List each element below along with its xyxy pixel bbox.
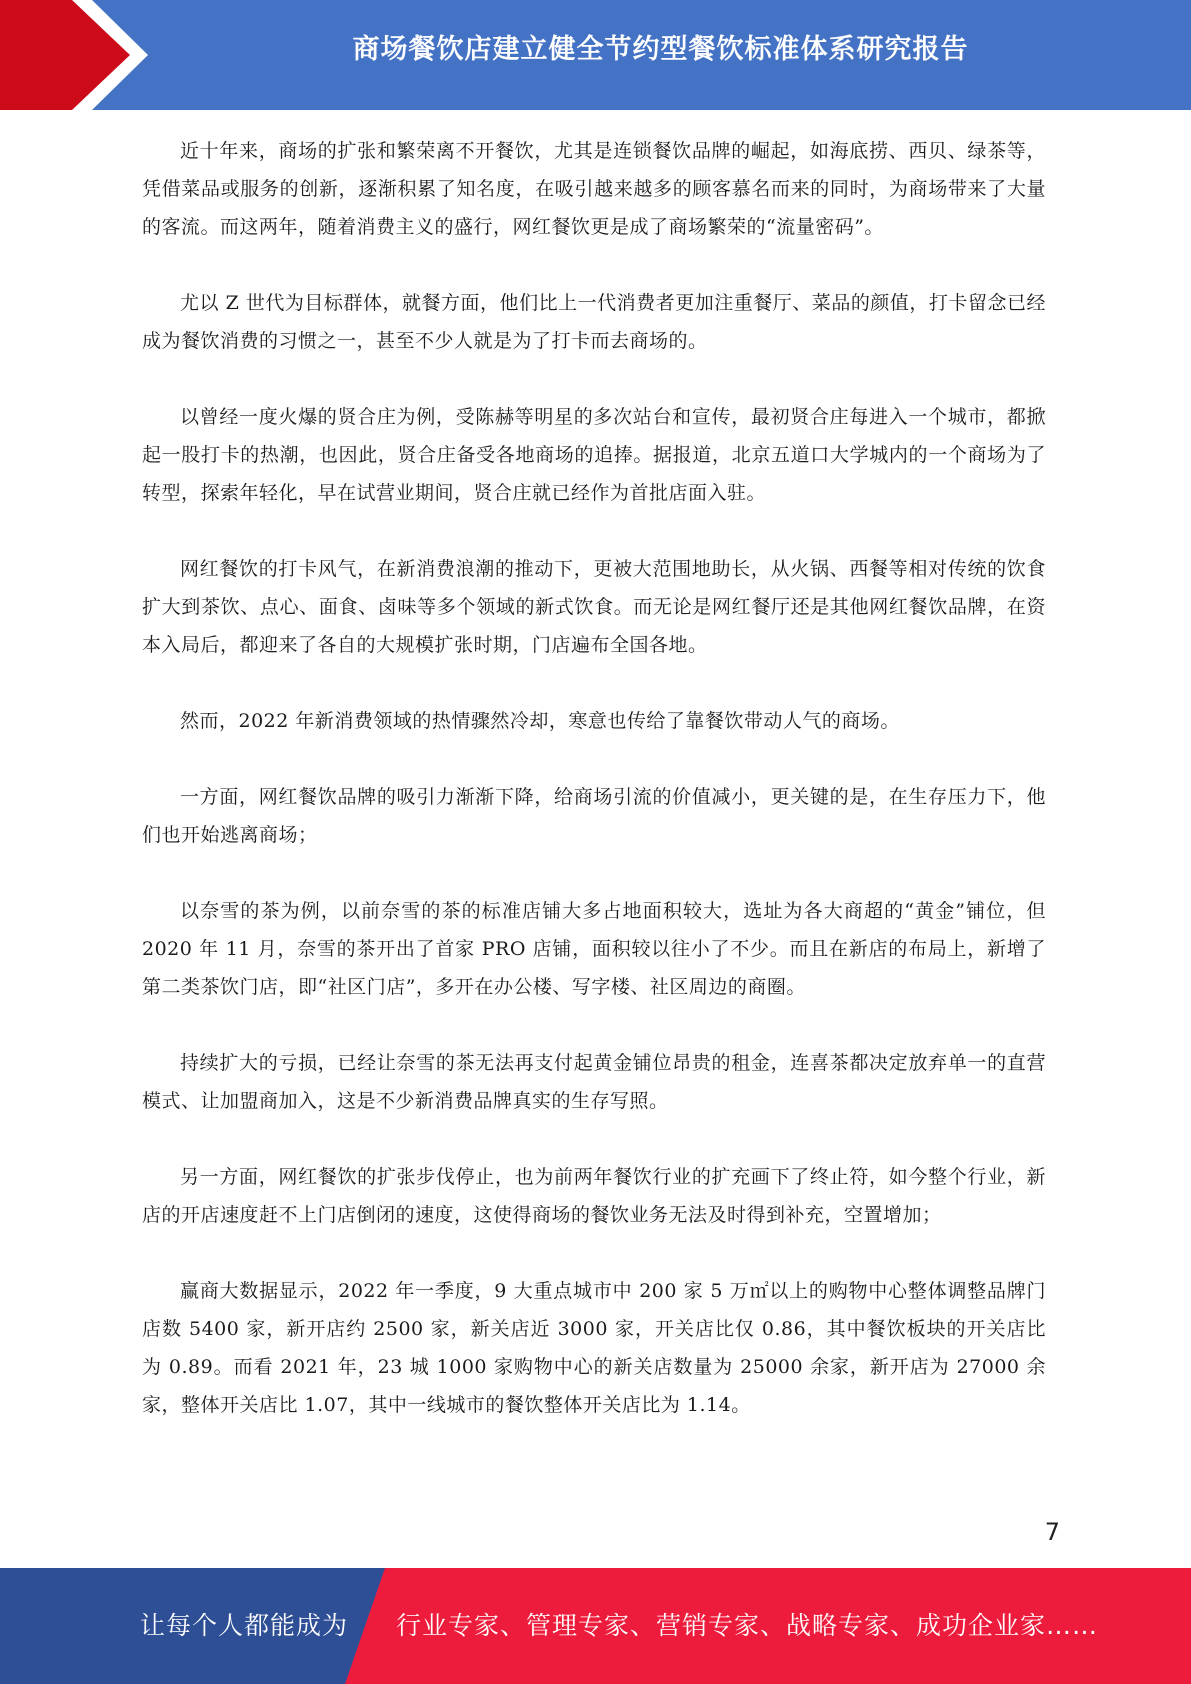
paragraph-3: 以曾经一度火爆的贤合庄为例，受陈赫等明星的多次站台和宣传，最初贤合庄每进入一个城市，都掀起一股打卡的热潮，也因此，贤合庄备受各地商场的追捧。据报道，北京五道口大学城内的一个商场为了转型，探索年轻化，早在试营业期间，贤合庄就已经作为首批店面入驻。 bbox=[142, 406, 1046, 504]
body-text bbox=[142, 132, 1046, 1462]
header-arrow-icon bbox=[0, 0, 160, 110]
paragraph-7: 以奈雪的茶为例，以前奈雪的茶的标准店铺大多占地面积较大，选址为各大商超的“黄金”铺位，但 2020 年 11 月，奈雪的茶开出了首家 PRO 店铺，面积较以往小了不少。而且在新店的布局上，新增了第二类茶饮门店，即“社区门店”，多开在办公楼、写字楼、社区周边的商圈。 bbox=[142, 900, 1046, 998]
paragraph-4: 网红餐饮的打卡风气，在新消费浪潮的推动下，更被大范围地助长，从火锅、西餐等相对传统的饮食扩大到茶饮、点心、面食、卤味等多个领域的新式饮食。而无论是网红餐厅还是其他网红餐饮品牌，在资本入局后，都迎来了各自的大规模扩张时期，门店遍布全国各地。 bbox=[142, 558, 1046, 656]
footer-slogan-right: 行业专家、管理专家、营销专家、战略专家、成功企业家…… bbox=[396, 1611, 1099, 1640]
document-title: 商场餐饮店建立健全节约型餐饮标准体系研究报告 bbox=[352, 34, 969, 65]
paragraph-6: 一方面，网红餐饮品牌的吸引力渐渐下降，给商场引流的价值减小，更关键的是，在生存压力下，他们也开始逃离商场； bbox=[142, 786, 1046, 846]
paragraph-1: 近十年来，商场的扩张和繁荣离不开餐饮，尤其是连锁餐饮品牌的崛起，如海底捞、西贝、绿茶等，凭借菜品或服务的创新，逐渐积累了知名度，在吸引越来越多的顾客慕名而来的同时，为商场带来了大量的客流。而这两年，随着消费主义的盛行，网红餐饮更是成了商场繁荣的“流量密码”。 bbox=[142, 140, 1046, 238]
paragraph-8: 持续扩大的亏损，已经让奈雪的茶无法再支付起黄金铺位昂贵的租金，连喜茶都决定放弃单一的直营模式、让加盟商加入，这是不少新消费品牌真实的生存写照。 bbox=[142, 1052, 1046, 1112]
paragraph-10: 赢商大数据显示，2022 年一季度，9 大重点城市中 200 家 5 万㎡以上的购物中心整体调整品牌门店数 5400 家，新开店约 2500 家，新关店近 3000 家，开关店比仅 0.86，其中餐饮板块的开关店比为 0.89。而看 2021 年，23 城 1000 家购物中心的新关店数量为 25000 余家，新开店为 27000 余家，整体开关店比 1.07，其中一线城市的餐饮整体开关店比为 1.14。 bbox=[142, 1280, 1046, 1416]
paragraph-2: 尤以 Z 世代为目标群体，就餐方面，他们比上一代消费者更加注重餐厅、菜品的颜值，打卡留念已经成为餐饮消费的习惯之一，甚至不少人就是为了打卡而去商场的。 bbox=[142, 292, 1046, 352]
page-header bbox=[0, 0, 1191, 110]
footer-slogan-left: 让每个人都能成为 bbox=[140, 1611, 349, 1640]
paragraph-5: 然而，2022 年新消费领域的热情骤然冷却，寒意也传给了靠餐饮带动人气的商场。 bbox=[180, 710, 900, 732]
paragraph-9: 另一方面，网红餐饮的扩张步伐停止，也为前两年餐饮行业的扩充画下了终止符，如今整个行业，新店的开店速度赶不上门店倒闭的速度，这使得商场的餐饮业务无法及时得到补充，空置增加； bbox=[142, 1166, 1046, 1226]
page-footer bbox=[0, 1568, 1191, 1684]
page-number: 7 bbox=[1044, 1518, 1060, 1546]
